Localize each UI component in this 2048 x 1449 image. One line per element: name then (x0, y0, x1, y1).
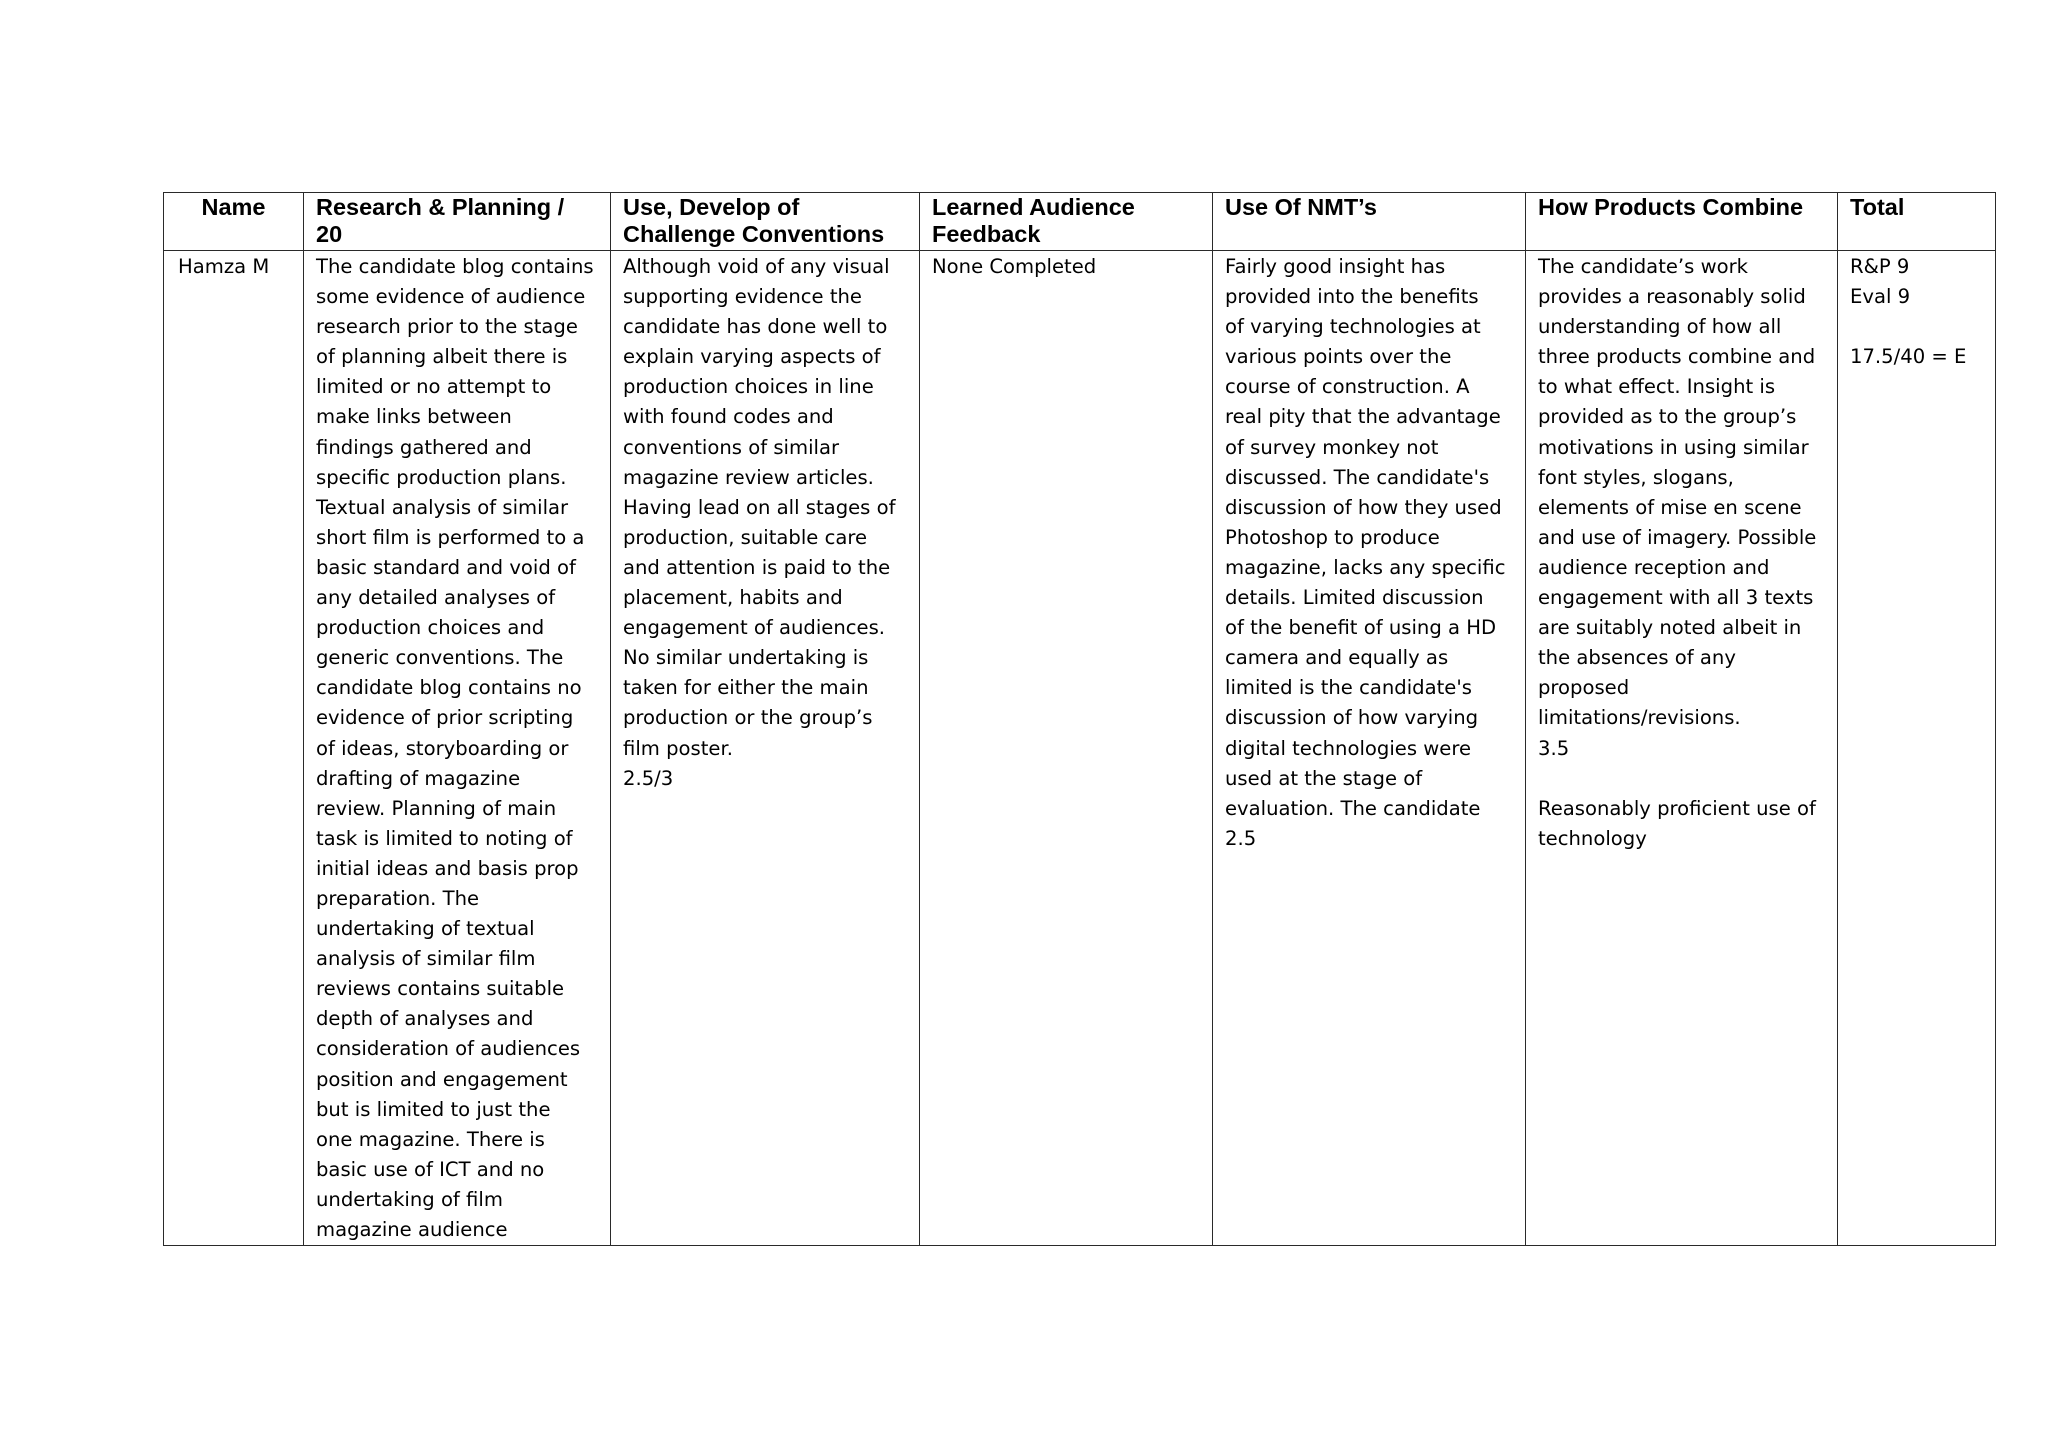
header-name: Name (164, 193, 304, 251)
header-conventions: Use, Develop of Challenge Conventions (611, 193, 920, 251)
cell-research-planning: The candidate blog contains some evidence of audience research prior to the stage of planning albeit there is limited or no attempt to make links between findings gathered and specific production plans. Textual analysis of similar short film is performed to a basic standard and void of any detailed analyses of production choices and generic conventions. The candidate blog contains no evidence of prior scripting of ideas, storyboarding or drafting of magazine review. Planning of main task is limited to noting of initial ideas and basis prop preparation. The undertaking of textual analysis of similar film reviews contains suitable depth of analyses and consideration of audiences position and engagement but is limited to just the one magazine. There is basic use of ICT and no undertaking of film magazine audience (304, 251, 611, 1246)
cell-nmt: Fairly good insight has provided into the benefits of varying technologies at various points over the course of construction. A real pity that the advantage of survey monkey not discussed. The candidate's discussion of how they used Photoshop to produce magazine, lacks any specific details. Limited discussion of the benefit of using a HD camera and equally as limited is the candidate's discussion of how varying digital technologies were used at the stage of evaluation. The candidate 2.5 (1213, 251, 1526, 1246)
cell-products-combine: The candidate’s work provides a reasonably solid understanding of how all three products combine and to what effect. Insight is provided as to the group’s motivations in using similar font styles, slogans, elements of mise en scene and use of imagery. Possible audience reception and engagement with all 3 texts are suitably noted albeit in the absences of any proposed limitations/revisions. 3.5 Reasonably proficient use of technology (1526, 251, 1838, 1246)
header-audience-feedback: Learned Audience Feedback (920, 193, 1213, 251)
header-nmt: Use Of NMT’s (1213, 193, 1526, 251)
header-products-combine: How Products Combine (1526, 193, 1838, 251)
cell-conventions: Although void of any visual supporting evidence the candidate has done well to explain varying aspects of production choices in line with found codes and conventions of similar magazine review articles. Having lead on all stages of production, suitable care and attention is paid to the placement, habits and engagement of audiences. No similar undertaking is taken for either the main production or the group’s film poster. 2.5/3 (611, 251, 920, 1246)
header-research-planning: Research & Planning / 20 (304, 193, 611, 251)
header-total: Total (1838, 193, 1996, 251)
header-row (164, 193, 1996, 251)
cell-name: Hamza M (164, 251, 304, 1246)
cell-total: R&P 9 Eval 9 17.5/40 = E (1838, 251, 1996, 1246)
cell-audience-feedback: None Completed (920, 251, 1213, 1246)
assessment-table (163, 192, 1996, 1246)
table-row (164, 251, 1996, 1246)
